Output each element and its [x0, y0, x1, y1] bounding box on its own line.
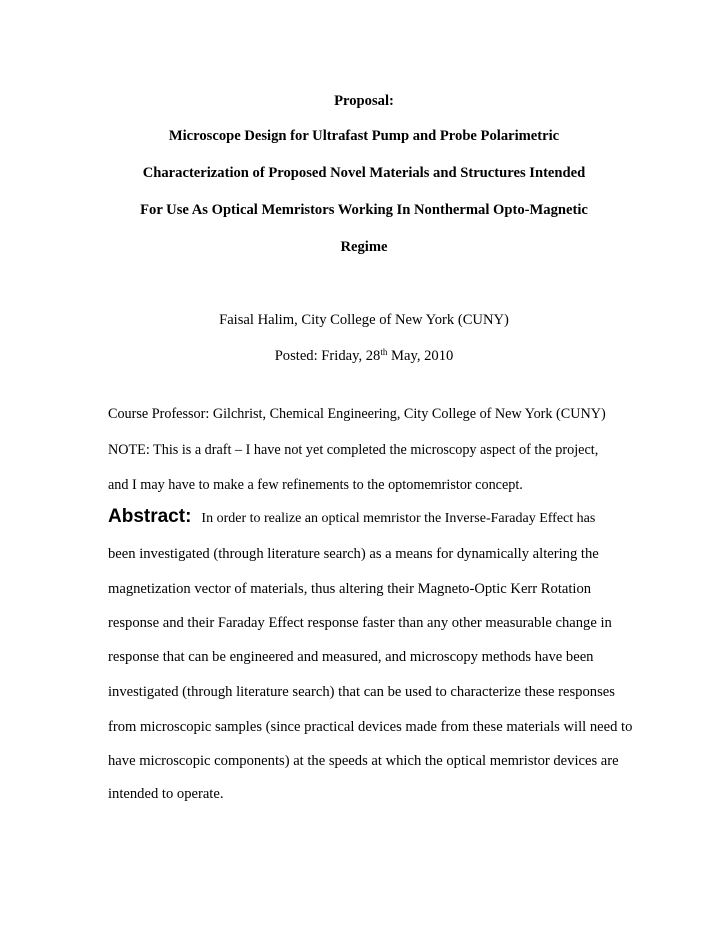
note-line-2: and I may have to make a few refinements to the optomemristor concept.	[108, 477, 523, 493]
note-line-1: NOTE: This is a draft – I have not yet completed the microscopy aspect of the project,	[108, 442, 599, 458]
abstract-line: have microscopic components) at the speeds at which the optical memristor devices are	[108, 753, 619, 769]
course-professor: Course Professor: Gilchrist, Chemical Engineering, City College of New York (CUNY)	[108, 406, 606, 422]
abstract-line: investigated (through literature search) that can be used to characterize these responses	[108, 684, 615, 700]
title-line-2: Characterization of Proposed Novel Materials and Structures Intended	[142, 165, 586, 181]
abstract-line: from microscopic samples (since practical devices made from these materials will need to	[108, 719, 633, 735]
author-line: Faisal Halim, City College of New York (CUNY)	[219, 312, 509, 328]
posted-prefix: Posted: Friday, 28	[274, 348, 381, 364]
title-line-4: Regime	[340, 239, 388, 255]
abstract-line: response and their Faraday Effect response faster than any other measurable change in	[108, 615, 612, 631]
abstract-heading: Abstract:	[108, 506, 192, 527]
posted-date	[0, 347, 728, 365]
title-line-1: Microscope Design for Ultrafast Pump and Probe Polarimetric	[168, 128, 560, 144]
title-line-3: For Use As Optical Memristors Working In Nonthermal Opto-Magnetic	[140, 202, 588, 218]
abstract-line: intended to operate.	[108, 786, 224, 802]
posted-suffix: May, 2010	[387, 348, 454, 364]
proposal-label: Proposal:	[334, 93, 394, 109]
posted-ordinal: th	[380, 347, 388, 357]
abstract-first-line	[108, 508, 595, 528]
abstract-line: magnetization vector of materials, thus altering their Magneto-Optic Kerr Rotation	[108, 581, 592, 597]
abstract-line: response that can be engineered and measured, and microscopy methods have been	[108, 649, 594, 665]
abstract-line: been investigated (through literature search) as a means for dynamically altering the	[108, 546, 599, 562]
abstract-first-line-text: In order to realize an optical memristor the Inverse-Faraday Effect has	[201, 511, 596, 526]
